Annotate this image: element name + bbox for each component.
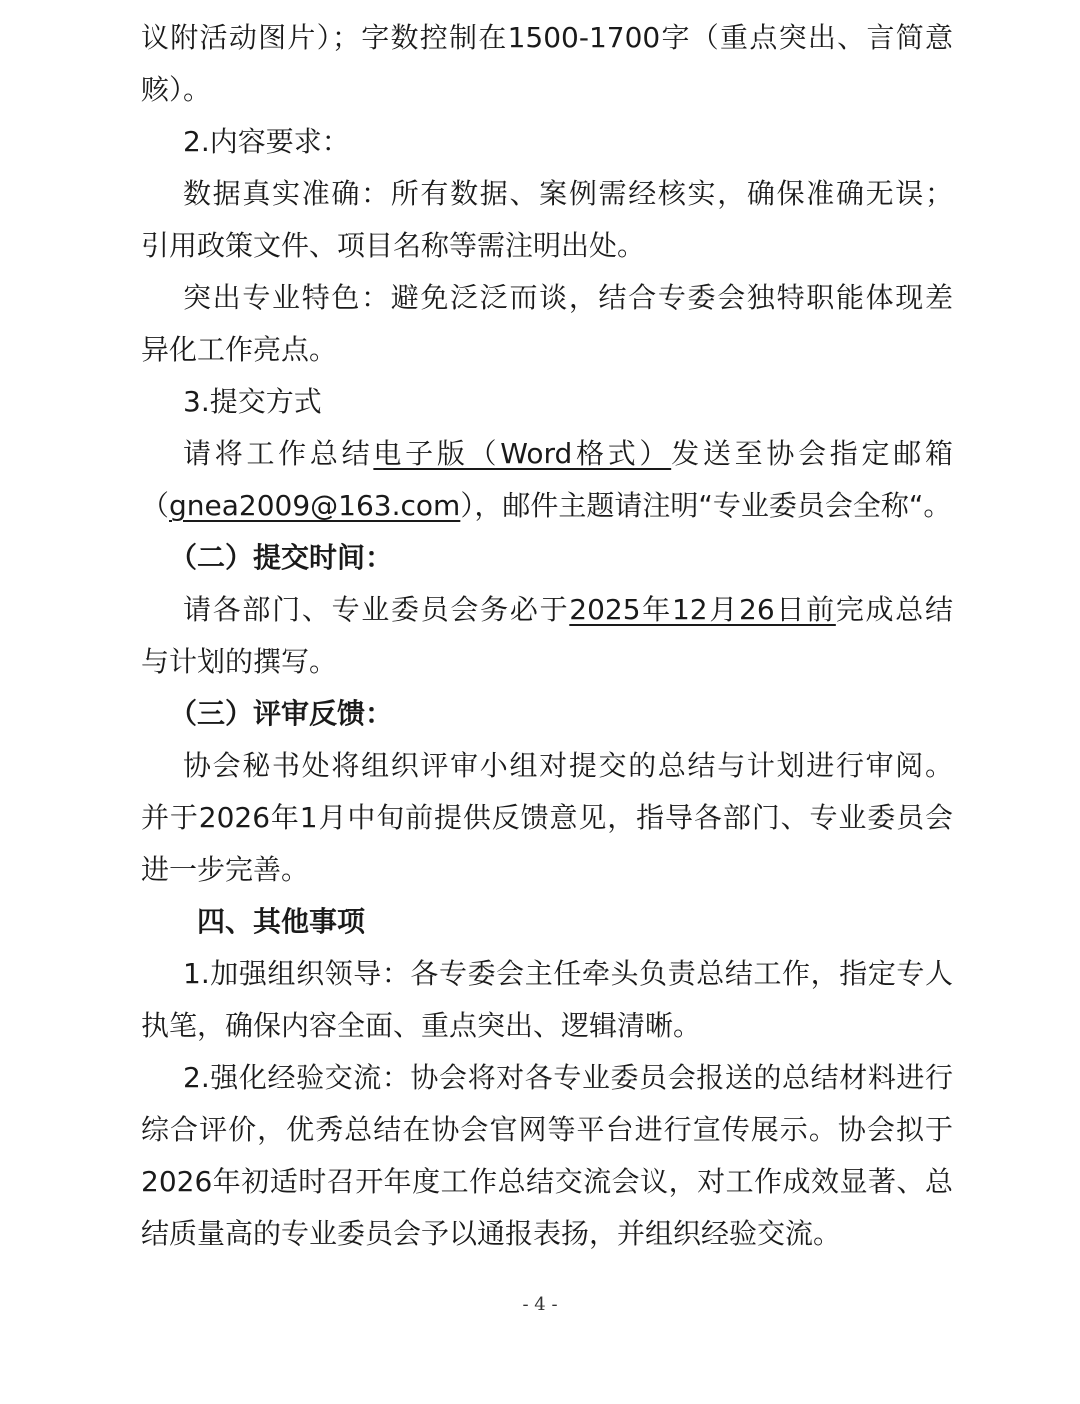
paragraph-line: 结质量高的专业委员会予以通报表扬，并组织经验交流。 [141, 1217, 842, 1250]
submit-prefix: 请将工作总结 [183, 437, 374, 470]
email-line-suffix: ），邮件主题请注明“专业委员会全称“。 [460, 489, 952, 522]
email-line [141, 480, 953, 532]
deadline-date-underlined: 2025年12月26日前 [569, 593, 836, 626]
page-number: - 4 - [522, 1294, 558, 1315]
section-heading-other-matters: 四、其他事项 [197, 905, 366, 938]
paragraph-line: 赅）。 [141, 73, 212, 106]
paragraph-line: 引用政策文件、项目名称等需注明出处。 [141, 229, 646, 262]
paragraph-line: 数据真实准确：所有数据、案例需经核实，确保准确无误； [183, 177, 953, 210]
paragraph-line: 2.强化经验交流：协会将对各专业委员会报送的总结材料进行 [183, 1061, 953, 1094]
deadline-line [141, 584, 953, 636]
paragraph-line: 综合评价，优秀总结在协会官网等平台进行宣传展示。协会拟于 [141, 1113, 953, 1146]
paragraph-line: 2026年初适时召开年度工作总结交流会议，对工作成效显著、总 [141, 1165, 953, 1198]
paragraph-line: 1.加强组织领导：各专委会主任牵头负责总结工作，指定专人 [183, 957, 953, 990]
submit-format-underlined: 电子版（Word格式） [373, 437, 672, 470]
subsection-heading: （三）评审反馈： [169, 697, 394, 730]
paragraph-line: 突出专业特色：避免泛泛而谈，结合专委会独特职能体现差 [183, 281, 953, 314]
email-address: gnea2009@163.com [169, 489, 461, 522]
paragraph-line: 并于2026年1月中旬前提供反馈意见，指导各部门、专业委员会 [141, 801, 953, 834]
submit-method-line [141, 428, 953, 480]
submit-suffix: 发送至协会指定邮箱 [671, 437, 953, 470]
paragraph-line: 执笔，确保内容全面、重点突出、逻辑清晰。 [141, 1009, 702, 1042]
paragraph-line: 与计划的撰写。 [141, 645, 338, 678]
email-open-bracket: （ [141, 489, 170, 522]
deadline-prefix: 请各部门、专业委员会务必于 [183, 593, 570, 626]
paragraph-line: 异化工作亮点。 [141, 333, 338, 366]
paragraph-line: 进一步完善。 [141, 853, 310, 886]
deadline-suffix: 完成总结 [835, 593, 953, 626]
section-heading: 2.内容要求： [183, 125, 350, 158]
paragraph-line: 协会秘书处将组织评审小组对提交的总结与计划进行审阅。 [183, 749, 953, 782]
subsection-heading: （二）提交时间： [169, 541, 394, 574]
section-heading: 3.提交方式 [183, 385, 322, 418]
paragraph-line: 议附活动图片）；字数控制在1500-1700字（重点突出、言简意 [141, 21, 953, 54]
